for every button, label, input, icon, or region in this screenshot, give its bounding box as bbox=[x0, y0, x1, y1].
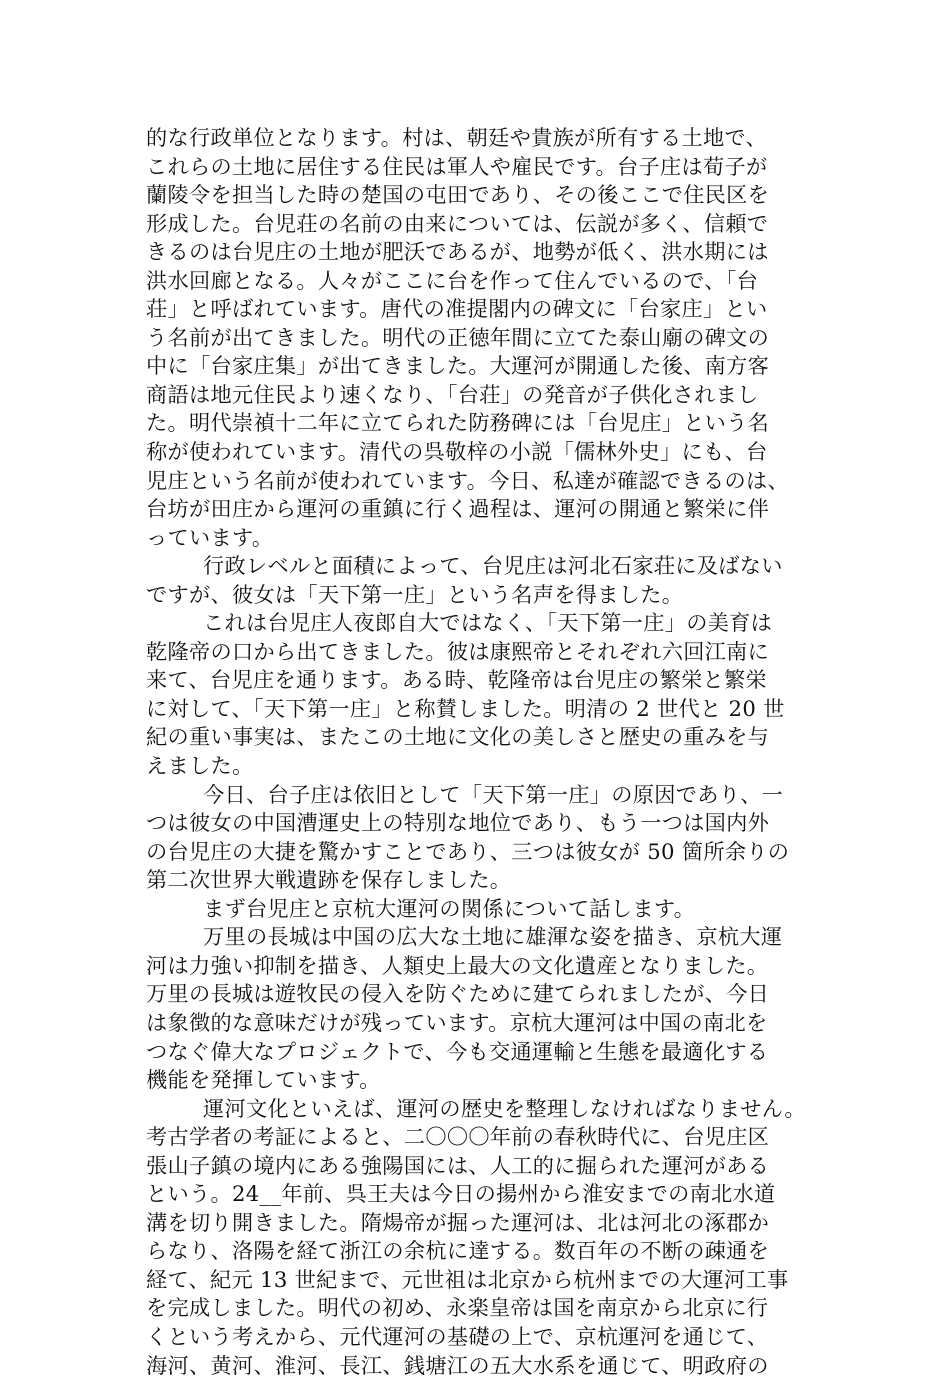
text-line: えました。 bbox=[146, 753, 254, 779]
text-line: ですが、彼女は「天下第一庄」という名声を得ました。 bbox=[146, 581, 684, 607]
text-line: 河は力強い抑制を描き、人類史上最大の文化遺産となりました。 bbox=[146, 952, 769, 978]
text-line: 張山子鎮の境内にある強陽国には、人工的に掘られた運河がある bbox=[146, 1152, 770, 1178]
document-body bbox=[146, 124, 812, 1380]
text-line: 経て、紀元 13 世紀まで、元世祖は北京から杭州までの大運河工事 bbox=[146, 1266, 789, 1292]
text-line: 万里の長城は中国の広大な土地に雄渾な姿を描き、京杭大運 bbox=[203, 924, 783, 950]
text-line: は象徴的な意味だけが残っています。京杭大運河は中国の南北を bbox=[146, 1009, 768, 1035]
text-line: つは彼女の中国漕運史上の特別な地位であり、もう一つは国内外 bbox=[146, 810, 770, 836]
text-line: 溝を切り開きました。隋煬帝が掘った運河は、北は河北の涿郡か bbox=[146, 1209, 770, 1235]
text-line: これは台児庄人夜郎自大ではなく、「天下第一庄」の美育は bbox=[203, 610, 773, 636]
text-line: 商語は地元住民より速くなり、「台荘」の発音が子供化されまし bbox=[146, 381, 759, 407]
text-line: らなり、洛陽を経て浙江の余杭に達する。数百年の不断の疎通を bbox=[146, 1238, 770, 1264]
text-line: 今日、台子庄は依旧として「天下第一庄」の原因であり、一 bbox=[203, 781, 784, 807]
text-line: 称が使われています。清代の呉敬梓の小説「儒林外史」にも、台 bbox=[146, 439, 768, 465]
text-line: 洪水回廊となる。人々がここに台を作って住んでいるので、「台 bbox=[146, 267, 759, 293]
text-line: 児庄という名前が使われています。今日、私達が確認できるのは、 bbox=[146, 467, 789, 493]
text-line: 行政レベルと面積によって、台児庄は河北石家荘に及ばない bbox=[203, 553, 783, 579]
text-line: っています。 bbox=[146, 524, 274, 550]
text-line: という。24__年前、呉王夫は今日の揚州から淮安までの南北水道 bbox=[146, 1181, 776, 1207]
text-line: 蘭陵令を担当した時の楚国の屯田であり、その後ここで住民区を bbox=[146, 182, 770, 208]
text-line: 機能を発揮しています。 bbox=[146, 1067, 381, 1093]
text-line: 形成した。台児荘の名前の由来については、伝説が多く、信頼で bbox=[146, 210, 769, 236]
text-line: 台坊が田庄から運河の重鎮に行く過程は、運河の開通と繁栄に伴 bbox=[146, 496, 770, 522]
text-line: 第二次世界大戦遺跡を保存しました。 bbox=[146, 867, 512, 893]
text-line: 乾隆帝の口から出てきました。彼は康熙帝とそれぞれ六回江南に bbox=[146, 638, 770, 664]
text-line: 考古学者の考証によると、二〇〇〇年前の春秋時代に、台児庄区 bbox=[146, 1124, 770, 1150]
text-line: に対して、「天下第一庄」と称賛しました。明清の 2 世代と 20 世 bbox=[146, 695, 785, 721]
text-line: これらの土地に居住する住民は軍人や雇民です。台子庄は荀子が bbox=[146, 153, 768, 179]
text-line: くという考えから、元代運河の基礎の上で、京杭運河を通じて、 bbox=[146, 1323, 769, 1349]
text-line: きるのは台児庄の土地が肥沃であるが、地勢が低く、洪水期には bbox=[146, 239, 769, 265]
text-line: 的な行政単位となります。村は、朝廷や貴族が所有する土地で、 bbox=[146, 125, 768, 150]
text-line: う名前が出てきました。明代の正徳年間に立てた泰山廟の碑文の bbox=[146, 324, 770, 350]
text-line: まず台児庄と京杭大運河の関係について話します。 bbox=[203, 895, 696, 921]
text-line: 中に「台家庄集」が出てきました。大運河が開通した後、南方客 bbox=[146, 353, 770, 379]
text-line: の台児庄の大捷を驚かすことであり、三つは彼女が 50 箇所余りの bbox=[146, 838, 790, 864]
text-line: 紀の重い事実は、またこの土地に文化の美しさと歴史の重みを与 bbox=[146, 724, 770, 750]
text-line: た。明代崇禎十二年に立てられた防務碑には「台児庄」という名 bbox=[146, 410, 770, 436]
text-line: を完成しました。明代の初め、永楽皇帝は国を南京から北京に行 bbox=[146, 1295, 769, 1321]
text-line: 万里の長城は遊牧民の侵入を防ぐために建てられましたが、今日 bbox=[146, 981, 770, 1007]
text-line: 来て、台児庄を通ります。ある時、乾隆帝は台児庄の繁栄と繁栄 bbox=[146, 667, 768, 693]
text-line: つなぐ偉大なプロジェクトで、今も交通運輸と生態を最適化する bbox=[146, 1038, 769, 1064]
text-line: 運河文化といえば、運河の歴史を整理しなければなりません。 bbox=[203, 1095, 806, 1121]
text-line: 海河、黄河、淮河、長江、銭塘江の五大水系を通じて、明政府の bbox=[146, 1352, 769, 1378]
text-line: 荘」と呼ばれています。唐代の准提閣内の碑文に「台家庄」とい bbox=[146, 296, 768, 322]
